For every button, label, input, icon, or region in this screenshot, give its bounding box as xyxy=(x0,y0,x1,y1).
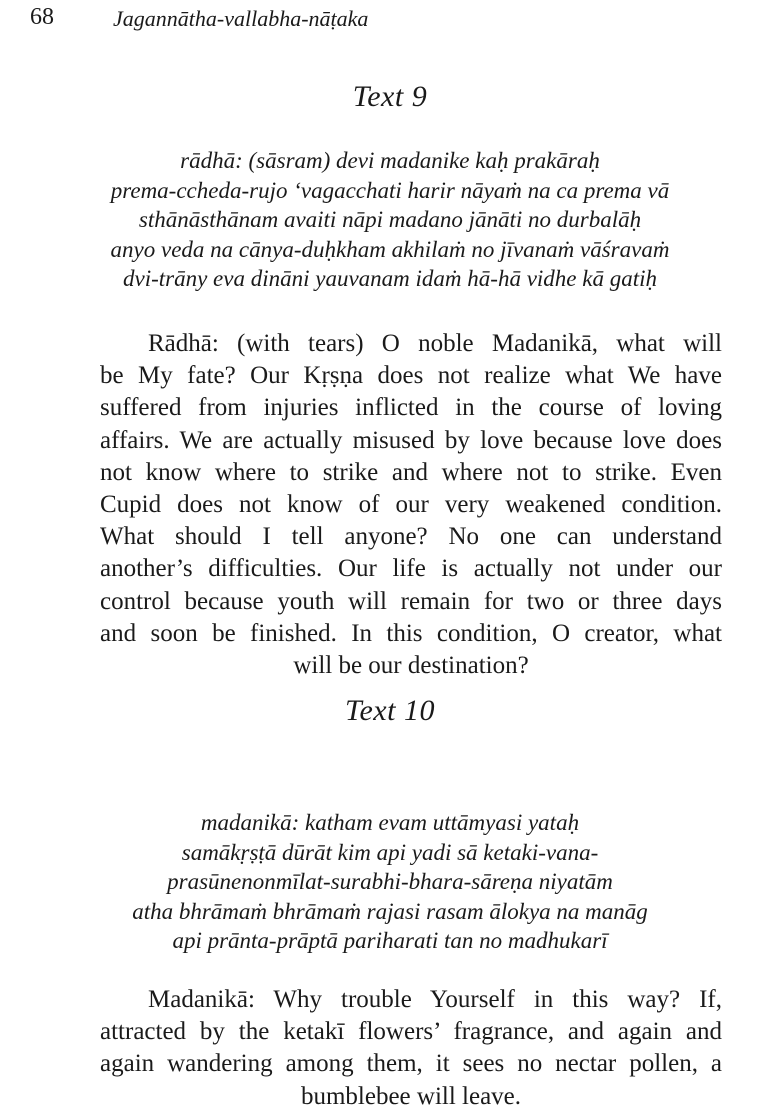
prose-line: Cupid does not know of our very weakened condition. xyxy=(100,491,722,519)
verse-line: madanikā: katham evam uttāmyasi yataḥ xyxy=(200,810,580,835)
text-10-verse xyxy=(0,808,780,956)
verse-line: rādhā: (sāsram) devi madanike kaḥ prakāraḥ xyxy=(180,148,600,173)
prose-line: not know where to strike and where not to strike. Even xyxy=(100,458,722,486)
verse-line: anyo veda na cānya-duḥkham akhilaṁ no jīvanaṁ vāśravaṁ xyxy=(110,236,670,262)
prose-line: control because youth will remain for two or three days xyxy=(100,587,722,615)
prose-line: What should I tell anyone? No one can understand xyxy=(100,523,722,551)
prose-line: Madanikā: Why trouble Yourself in this way? If, xyxy=(148,986,722,1013)
prose-line: affairs. We are actually misused by love because love does xyxy=(100,426,722,454)
verse-line: prasūnenonmīlat-surabhi-bhara-sāreṇa niyatām xyxy=(167,869,613,894)
prose-line: will be our destination? xyxy=(293,652,529,680)
text-10-heading: Text 10 xyxy=(345,694,435,727)
verse-line: dvi-trāny eva dināni yauvanam idaṁ hā-hā vidhe kā gatiḥ xyxy=(123,266,657,291)
prose-line: Rādhā: (with tears) O noble Madanikā, what will xyxy=(148,330,722,357)
verse-line: samākṛṣṭā dūrāt kim api yadi sā ketaki-vana- xyxy=(181,839,599,865)
text-9-verse xyxy=(0,146,780,294)
running-title: Jagannātha-vallabha-nāṭaka xyxy=(113,6,369,31)
verse-line: prema-ccheda-rujo ‘vagacchati harir nāyaṁ na ca prema vā xyxy=(110,177,670,203)
text-10-translation xyxy=(100,984,722,1113)
text-9-heading: Text 9 xyxy=(352,80,428,113)
verse-line: atha bhrāmaṁ bhrāmaṁ rajasi rasam ālokya na manāg xyxy=(132,898,648,924)
prose-line: another’s difficulties. Our life is actually not under our xyxy=(100,555,722,583)
page-number: 68 xyxy=(30,4,54,30)
verse-line: sthānāsthānam avaiti nāpi madano jānāti no durbalāḥ xyxy=(138,207,642,232)
prose-line: be My fate? Our Kṛṣṇa does not realize what We have xyxy=(100,362,722,390)
verse-line: api prānta-prāptā pariharati tan no madhukarī xyxy=(172,928,608,953)
prose-line: suffered from injuries inflicted in the course of loving xyxy=(100,394,722,422)
prose-line: and soon be finished. In this condition, O creator, what xyxy=(100,619,722,647)
prose-line: again wandering among them, it sees no nectar pollen, a xyxy=(100,1050,722,1078)
text-9-translation xyxy=(100,328,722,682)
prose-line: attracted by the ketakī flowers’ fragrance, and again and xyxy=(100,1018,722,1046)
prose-line: bumblebee will leave. xyxy=(300,1082,522,1110)
